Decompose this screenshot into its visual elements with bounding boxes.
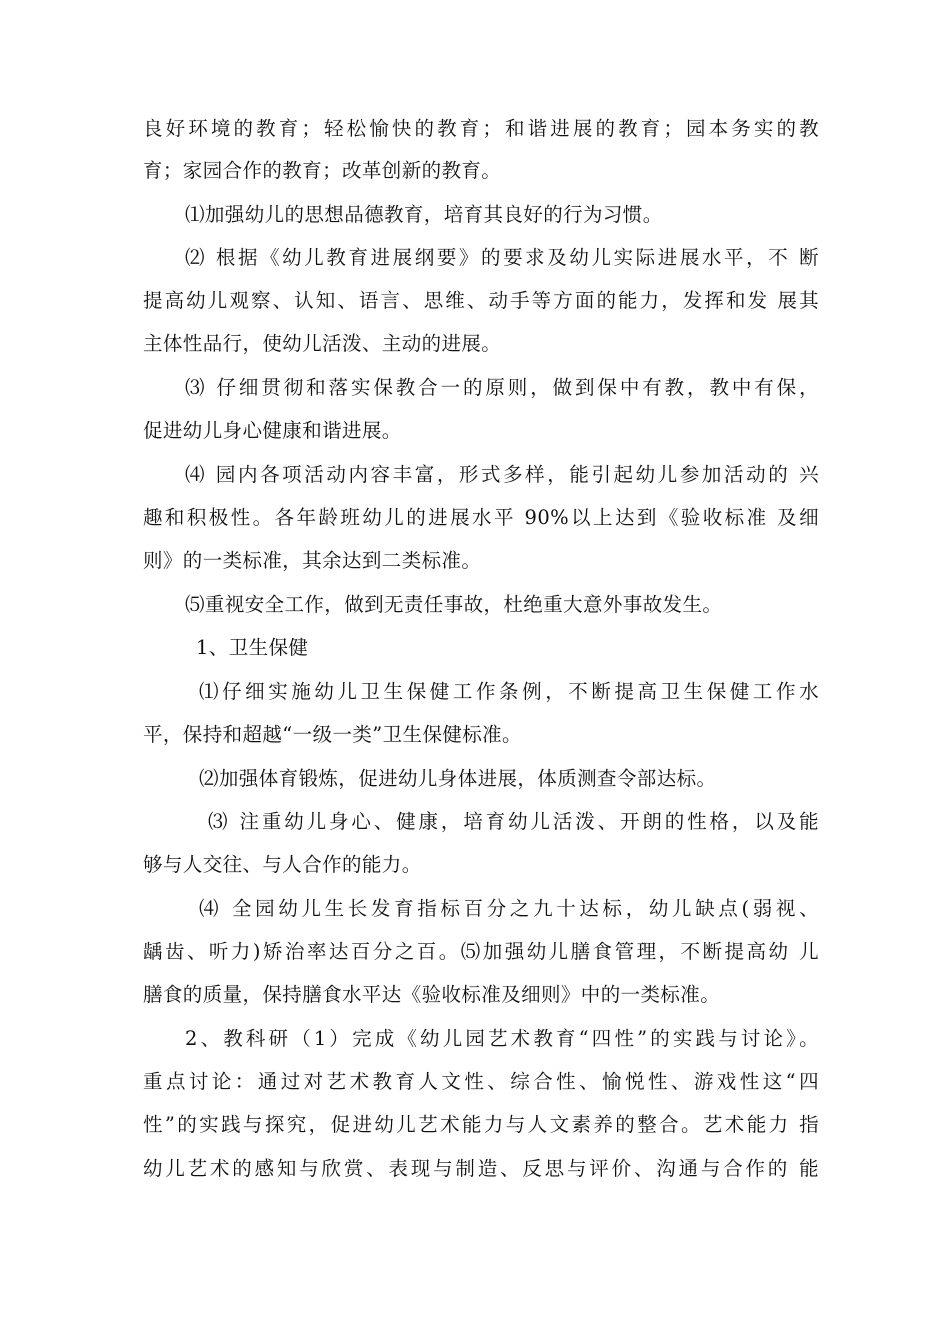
paragraph-line: 重点讨论：通过对艺术教育人文性、综合性、愉悦性、游戏性这“四 — [143, 1070, 819, 1093]
paragraph-line: 够与人交往、与人合作的能力。 — [143, 853, 422, 876]
paragraph-line: ⑷ 全园幼儿生长发育指标百分之九十达标，幼儿缺点(弱视、 — [199, 897, 819, 920]
paragraph-line: 则》的一类标准，其余达到二类标准。 — [143, 549, 482, 572]
paragraph-line: ⑶ 注重幼儿身心、健康，培育幼儿活泼、开朗的性格，以及能 — [208, 810, 819, 833]
paragraph-line: 膳食的质量，保持膳食水平达《验收标准及细则》中的一类标准。 — [143, 983, 721, 1006]
paragraph-line: 主体性品行，使幼儿活泼、主动的进展。 — [143, 332, 502, 355]
paragraph-line: ⑶ 仔细贯彻和落实保教合一的原则，做到保中有教，教中有保， — [185, 376, 819, 399]
paragraph-line: 趣和积极性。各年龄班幼儿的进展水平 90%以上达到《验收标准 及细 — [143, 506, 819, 529]
paragraph-line: ⑸重视安全工作，做到无责任事故，杜绝重大意外事故发生。 — [185, 593, 723, 616]
paragraph-line: ⑷ 园内各项活动内容丰富，形式多样，能引起幼儿参加活动的 兴 — [185, 463, 819, 486]
section-heading: 1、卫生保健 — [196, 636, 309, 659]
paragraph-line: ⑴仔细实施幼儿卫生保健工作条例，不断提高卫生保健工作水 — [199, 680, 819, 703]
paragraph-line: ⑴加强幼儿的思想品德教育，培育其良好的行为习惯。 — [185, 203, 663, 226]
paragraph-line: 龋齿、听力)矫治率达百分之百。⑸加强幼儿膳食管理，不断提高幼 儿 — [143, 940, 819, 963]
paragraph-line: 性”的实践与探究，促进幼儿艺术能力与人文素养的整合。艺术能力 指 — [143, 1113, 819, 1136]
paragraph-line: ⑵加强体育锻炼，促进幼儿身体进展，体质测查令部达标。 — [199, 767, 717, 790]
paragraph-line: 促进幼儿身心健康和谐进展。 — [143, 419, 402, 442]
paragraph-line: 幼儿艺术的感知与欣赏、表现与制造、反思与评价、沟通与合作的 能 — [143, 1157, 819, 1180]
paragraph-line: ⑵ 根据《幼儿教育进展纲要》的要求及幼儿实际进展水平，不 断 — [185, 246, 819, 269]
paragraph-line: 育；家园合作的教育；改革创新的教育。 — [143, 159, 502, 182]
paragraph-line: 2、教科研（1）完成《幼儿园艺术教育“四性”的实践与讨论》。 — [185, 1027, 819, 1050]
paragraph-line: 平，保持和超越“一级一类”卫生保健标准。 — [143, 723, 522, 746]
paragraph-line: 良好环境的教育；轻松愉快的教育；和谐进展的教育；园本务实的教 — [143, 117, 819, 140]
paragraph-line: 提高幼儿观察、认知、语言、思维、动手等方面的能力，发挥和发 展其 — [143, 289, 819, 312]
